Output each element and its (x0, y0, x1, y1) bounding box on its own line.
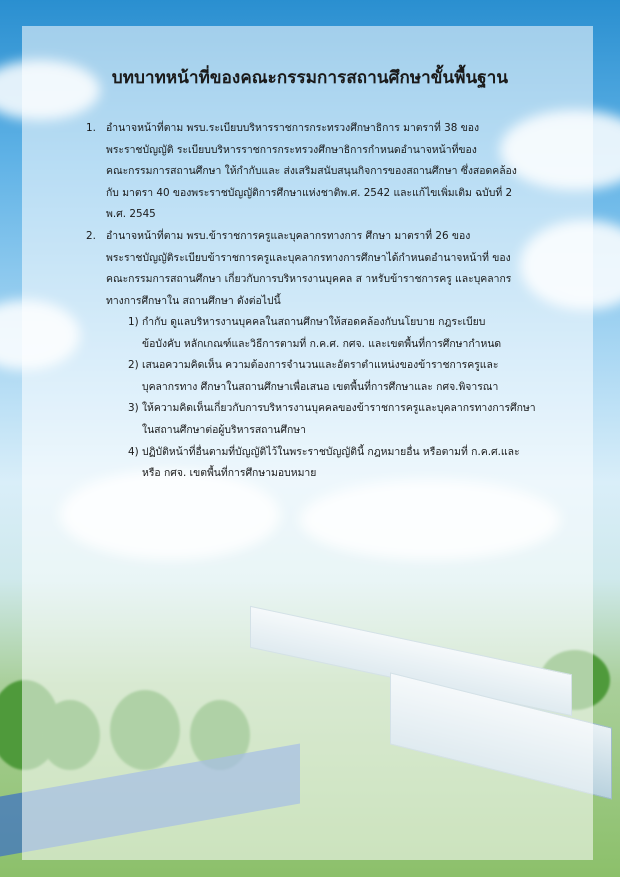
subitem-line: 4) ปฏิบัติหน้าที่อื่นตามที่บัญญัติไว้ในพระราชบัญญัตินี้ กฎหมายอื่น หรือตามที่ ก.ค.ศ.และ (128, 445, 520, 458)
page-title: บทบาทหน้าที่ของคณะกรรมการสถานศึกษาขั้นพื้นฐาน (111, 68, 509, 88)
item-line: คณะกรรมการสถานศึกษา เกี่ยวกับการบริหารงานบุคคล ส าหรับข้าราชการครู และบุคลากร (106, 273, 512, 286)
item-line: พ.ศ. 2545 (106, 208, 156, 221)
item-line: อำนาจหน้าที่ตาม พรบ.ระเบียบบริหารราชการกระทรวงศึกษาธิการ มาตราที่ 38 ของ (106, 122, 480, 134)
main-list (86, 118, 546, 312)
subitem-line: 3) ให้ความคิดเห็นเกี่ยวกับการบริหารงานบุคคลของข้าราชการครูและบุคลากรทางการศึกษา (128, 402, 536, 415)
sub-list (128, 312, 536, 485)
item-line: พระราชบัญญัติ ระเบียบบริหารราชการกระทรวงศึกษาธิการกำหนดอำนาจหน้าที่ของ (106, 143, 477, 156)
item-line: กับ มาตรา 40 ของพระราชบัญญัติการศึกษาแห่งชาติพ.ศ. 2542 และแก้ไขเพิ่มเติม ฉบับที่ 2 (106, 186, 513, 199)
subitem-line: บุคลากรทาง ศึกษาในสถานศึกษาเพื่อเสนอ เขตพื้นที่การศึกษาและ กศจ.พิจารณา (142, 380, 499, 393)
item-line: อำนาจหน้าที่ตาม พรบ.ข้าราชการครูและบุคลากรทางการ ศึกษา มาตราที่ 26 ของ (106, 229, 471, 242)
item-line: พระราชบัญญัติระเบียบข้าราชการครูและบุคลากรทางการศึกษาได้กำหนดอำนาจหน้าที่ ของ (106, 251, 511, 264)
item-line: ทางการศึกษาใน สถานศึกษา ดังต่อไปนี้ (106, 294, 281, 307)
list-item (86, 118, 546, 226)
subitem-line: 1) กำกับ ดูแลบริหารงานบุคคลในสถานศึกษาให้สอดคล้องกับนโยบาย กฎระเบียบ (128, 316, 486, 328)
item-number: 2. (86, 229, 96, 242)
subitem-line: 2) เสนอความคิดเห็น ความต้องการจำนวนและอัตราตำแหน่งของข้าราชการครูและ (128, 359, 499, 372)
subitem-line: หรือ กศจ. เขตพื้นที่การศึกษามอบหมาย (142, 467, 317, 480)
item-number: 1. (86, 122, 96, 134)
subitem-line: ในสถานศึกษาต่อผู้บริหารสถานศึกษา (142, 423, 306, 436)
item-line: คณะกรรมการสถานศึกษา ให้กำกับและ ส่งเสริมสนับสนุนกิจการของสถานศึกษา ซึ่งสอดคล้อง (106, 165, 517, 178)
subitem-line: ข้อบังคับ หลักเกณฑ์และวิธีการตามที่ ก.ค.ศ. กศจ. และเขตพื้นที่การศึกษากำหนด (142, 337, 502, 350)
list-item (86, 226, 546, 312)
